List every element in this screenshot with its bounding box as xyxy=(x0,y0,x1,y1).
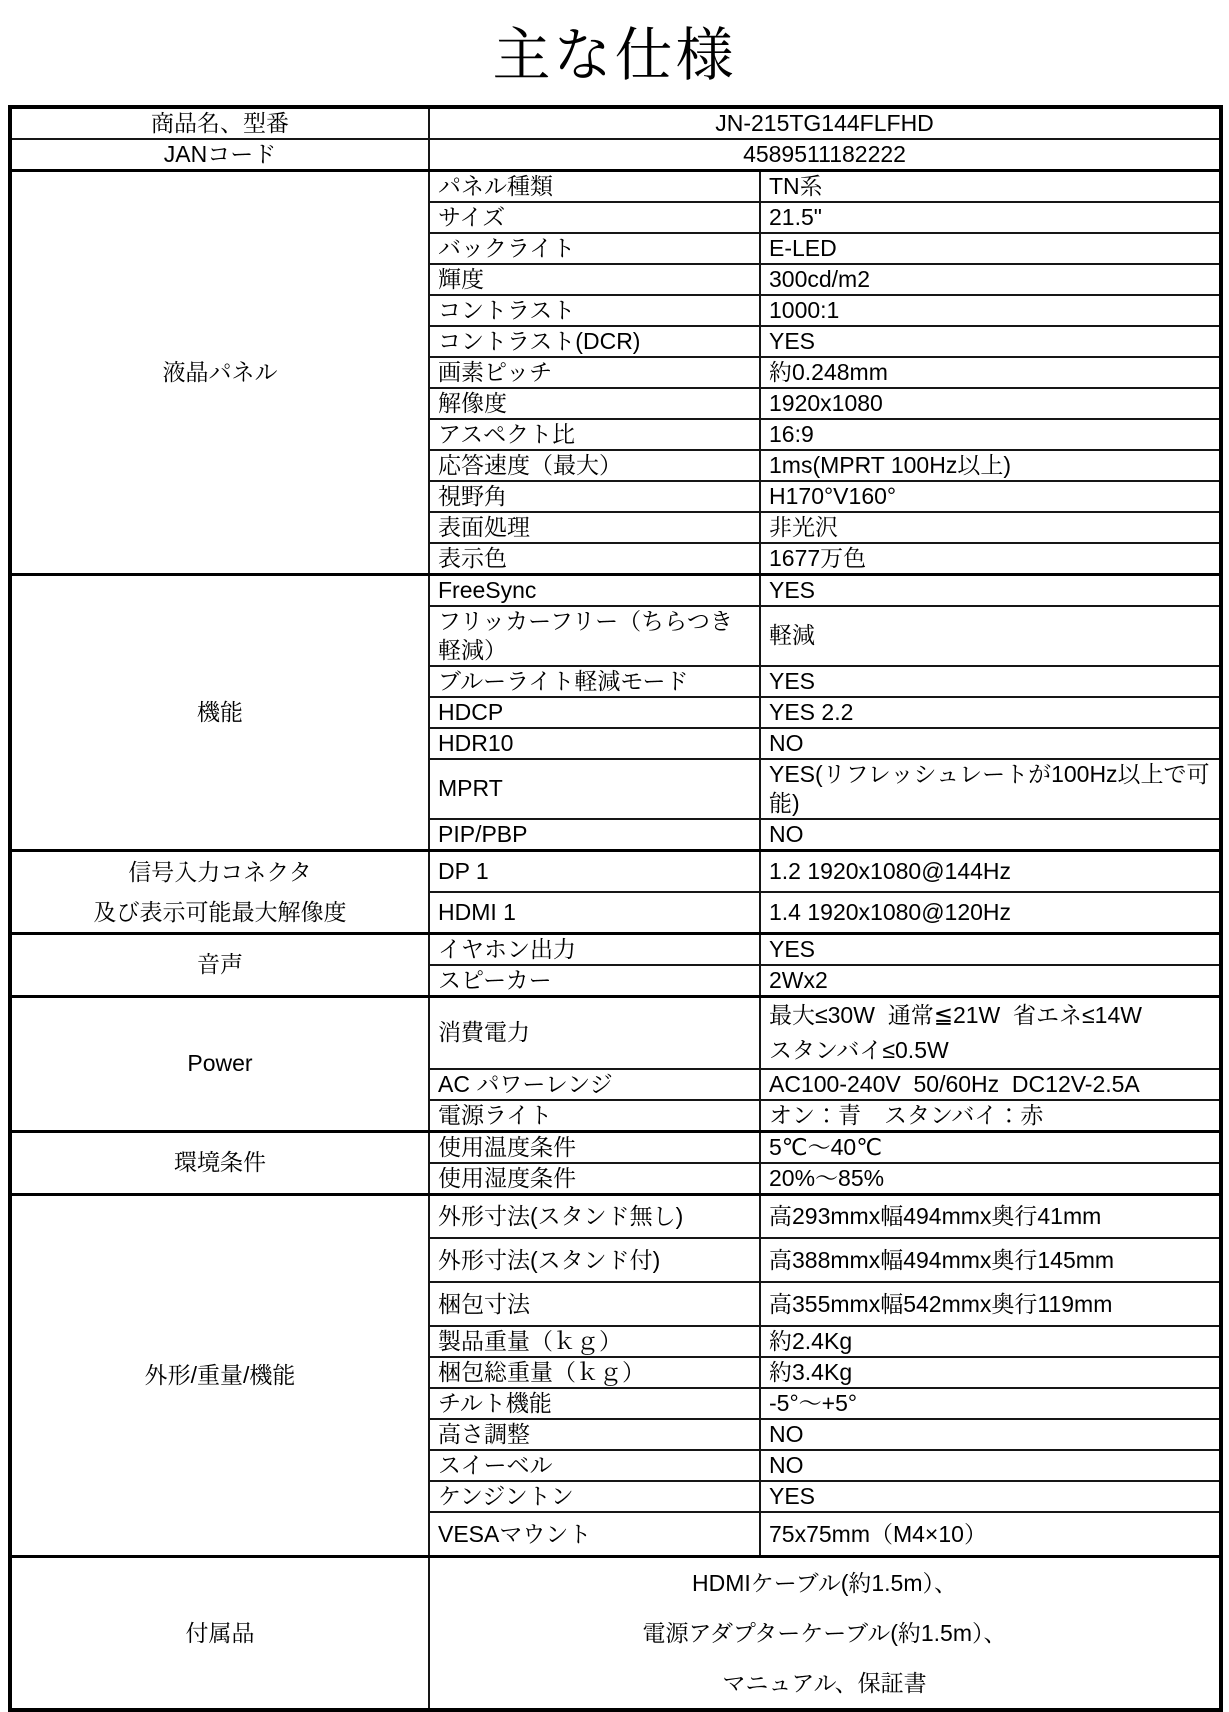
spec-name-cell: フリッカーフリー（ちらつき軽減） xyxy=(429,606,760,666)
spec-value-cell: TN系 xyxy=(760,170,1221,202)
spec-value-cell: 75x75mm（M4×10） xyxy=(760,1512,1221,1556)
spec-value-cell: 20%～85% xyxy=(760,1163,1221,1195)
spec-value-cell: 軽減 xyxy=(760,606,1221,666)
spec-name-cell: ブルーライト軽減モード xyxy=(429,666,760,697)
spec-name-cell: HDR10 xyxy=(429,728,760,759)
spec-value-cell: 1920x1080 xyxy=(760,388,1221,419)
spec-name-cell: バックライト xyxy=(429,233,760,264)
spec-value-cell: 300cd/m2 xyxy=(760,264,1221,295)
spec-name-cell: 梱包寸法 xyxy=(429,1282,760,1326)
accessory-line: HDMIケーブル(約1.5m）、 xyxy=(692,1569,957,1596)
category-cell: 外形/重量/機能 xyxy=(10,1194,429,1556)
spec-name-cell: 表面処理 xyxy=(429,512,760,543)
category-line: 及び表示可能最大解像度 xyxy=(93,898,347,925)
spec-name-cell: VESAマウント xyxy=(429,1512,760,1556)
table-row xyxy=(10,1131,1221,1163)
spec-name-cell: 表示色 xyxy=(429,543,760,575)
spec-name-cell: 梱包総重量（ｋｇ） xyxy=(429,1357,760,1388)
header-label-cell: 商品名、型番 xyxy=(10,107,429,139)
table-row xyxy=(10,996,1221,1069)
value-line: 最大≤30W 通常≦21W 省エネ≤14W xyxy=(769,1001,1142,1028)
spec-value-cell: 1.2 1920x1080@144Hz xyxy=(760,850,1221,892)
table-row xyxy=(10,139,1221,171)
spec-value-cell: NO xyxy=(760,1419,1221,1450)
spec-name-cell: チルト機能 xyxy=(429,1388,760,1419)
spec-name-cell: MPRT xyxy=(429,759,760,819)
spec-value-cell: 1.4 1920x1080@120Hz xyxy=(760,892,1221,934)
spec-name-cell: 応答速度（最大） xyxy=(429,450,760,481)
spec-value-cell: 約3.4Kg xyxy=(760,1357,1221,1388)
spec-name-cell: スピーカー xyxy=(429,965,760,997)
spec-value-cell xyxy=(760,996,1221,1069)
category-cell: 機能 xyxy=(10,574,429,850)
spec-value-cell: 16:9 xyxy=(760,419,1221,450)
spec-name-cell: FreeSync xyxy=(429,574,760,606)
category-cell: 音声 xyxy=(10,933,429,996)
header-value-cell: JN-215TG144FLFHD xyxy=(429,107,1221,139)
spec-name-cell: 高さ調整 xyxy=(429,1419,760,1450)
spec-value-cell: 21.5" xyxy=(760,202,1221,233)
spec-name-cell: アスペクト比 xyxy=(429,419,760,450)
spec-table-body xyxy=(10,107,1221,1710)
page-title: 主な仕様 xyxy=(492,23,737,88)
spec-value-cell: NO xyxy=(760,728,1221,759)
spec-name-cell: 解像度 xyxy=(429,388,760,419)
spec-value-cell: AC100-240V 50/60Hz DC12V-2.5A xyxy=(760,1069,1221,1100)
spec-value-cell: 高293mmx幅494mmx奥行41mm xyxy=(760,1194,1221,1238)
table-row xyxy=(10,574,1221,606)
accessories-cell xyxy=(429,1556,1221,1710)
spec-value-cell: 1677万色 xyxy=(760,543,1221,575)
spec-value-cell: 高355mmx幅542mmx奥行119mm xyxy=(760,1282,1221,1326)
spec-value-cell: 1ms(MPRT 100Hz以上) xyxy=(760,450,1221,481)
spec-name-cell: 製品重量（ｋｇ） xyxy=(429,1326,760,1357)
table-row xyxy=(10,933,1221,965)
value-line: スタンバイ≤0.5W xyxy=(769,1036,949,1063)
spec-name-cell: コントラスト xyxy=(429,295,760,326)
category-cell: Power xyxy=(10,996,429,1131)
category-line: 付属品 xyxy=(185,1619,255,1646)
spec-value-cell: YES(リフレッシュレートが100Hz以上で可能) xyxy=(760,759,1221,819)
spec-value-cell: E-LED xyxy=(760,233,1221,264)
spec-name-cell: DP 1 xyxy=(429,850,760,892)
category-cell: 環境条件 xyxy=(10,1131,429,1194)
spec-name-cell: HDMI 1 xyxy=(429,892,760,934)
spec-name-cell: HDCP xyxy=(429,697,760,728)
spec-value-cell: 非光沢 xyxy=(760,512,1221,543)
accessory-line: マニュアル、保証書 xyxy=(722,1669,927,1696)
spec-name-cell: スイーベル xyxy=(429,1450,760,1481)
spec-name-cell: イヤホン出力 xyxy=(429,933,760,965)
category-cell xyxy=(10,850,429,933)
spec-value-cell: H170°V160° xyxy=(760,481,1221,512)
spec-name-cell: 外形寸法(スタンド付) xyxy=(429,1238,760,1282)
table-row xyxy=(10,107,1221,139)
spec-name-cell: 消費電力 xyxy=(429,996,760,1069)
table-row xyxy=(10,1556,1221,1710)
table-row xyxy=(10,170,1221,202)
spec-value-cell: YES 2.2 xyxy=(760,697,1221,728)
header-value-cell: 4589511182222 xyxy=(429,139,1221,171)
spec-value-cell: 約2.4Kg xyxy=(760,1326,1221,1357)
spec-name-cell: ケンジントン xyxy=(429,1481,760,1512)
spec-name-cell: 画素ピッチ xyxy=(429,357,760,388)
accessory-line: 電源アダプターケーブル(約1.5m）、 xyxy=(642,1619,1007,1646)
spec-value-cell: YES xyxy=(760,574,1221,606)
spec-value-cell: 2Wx2 xyxy=(760,965,1221,997)
spec-name-cell: 輝度 xyxy=(429,264,760,295)
spec-value-cell: NO xyxy=(760,1450,1221,1481)
spec-value-cell: -5°～+5° xyxy=(760,1388,1221,1419)
spec-name-cell: AC パワーレンジ xyxy=(429,1069,760,1100)
spec-value-cell: NO xyxy=(760,819,1221,851)
spec-name-cell: サイズ xyxy=(429,202,760,233)
spec-value-cell: YES xyxy=(760,933,1221,965)
category-cell xyxy=(10,1556,429,1710)
category-cell: 液晶パネル xyxy=(10,170,429,574)
table-row xyxy=(10,1194,1221,1238)
spec-value-cell: YES xyxy=(760,666,1221,697)
spec-value-cell: YES xyxy=(760,1481,1221,1512)
spec-name-cell: 視野角 xyxy=(429,481,760,512)
spec-name-cell: 外形寸法(スタンド無し) xyxy=(429,1194,760,1238)
spec-value-cell: 約0.248mm xyxy=(760,357,1221,388)
spec-value-cell: 1000:1 xyxy=(760,295,1221,326)
spec-value-cell: 5℃～40℃ xyxy=(760,1131,1221,1163)
table-row xyxy=(10,850,1221,892)
spec-sheet-page xyxy=(0,23,1229,1696)
category-line: 信号入力コネクタ xyxy=(128,858,312,885)
spec-table xyxy=(8,105,1223,1712)
spec-name-cell: PIP/PBP xyxy=(429,819,760,851)
spec-value-cell: オン：青 スタンバイ：赤 xyxy=(760,1100,1221,1132)
spec-name-cell: 使用湿度条件 xyxy=(429,1163,760,1195)
spec-name-cell: 使用温度条件 xyxy=(429,1131,760,1163)
header-label-cell: JANコード xyxy=(10,139,429,171)
spec-name-cell: パネル種類 xyxy=(429,170,760,202)
spec-name-cell: コントラスト(DCR) xyxy=(429,326,760,357)
spec-value-cell: 高388mmx幅494mmx奥行145mm xyxy=(760,1238,1221,1282)
spec-name-cell: 電源ライト xyxy=(429,1100,760,1132)
spec-value-cell: YES xyxy=(760,326,1221,357)
